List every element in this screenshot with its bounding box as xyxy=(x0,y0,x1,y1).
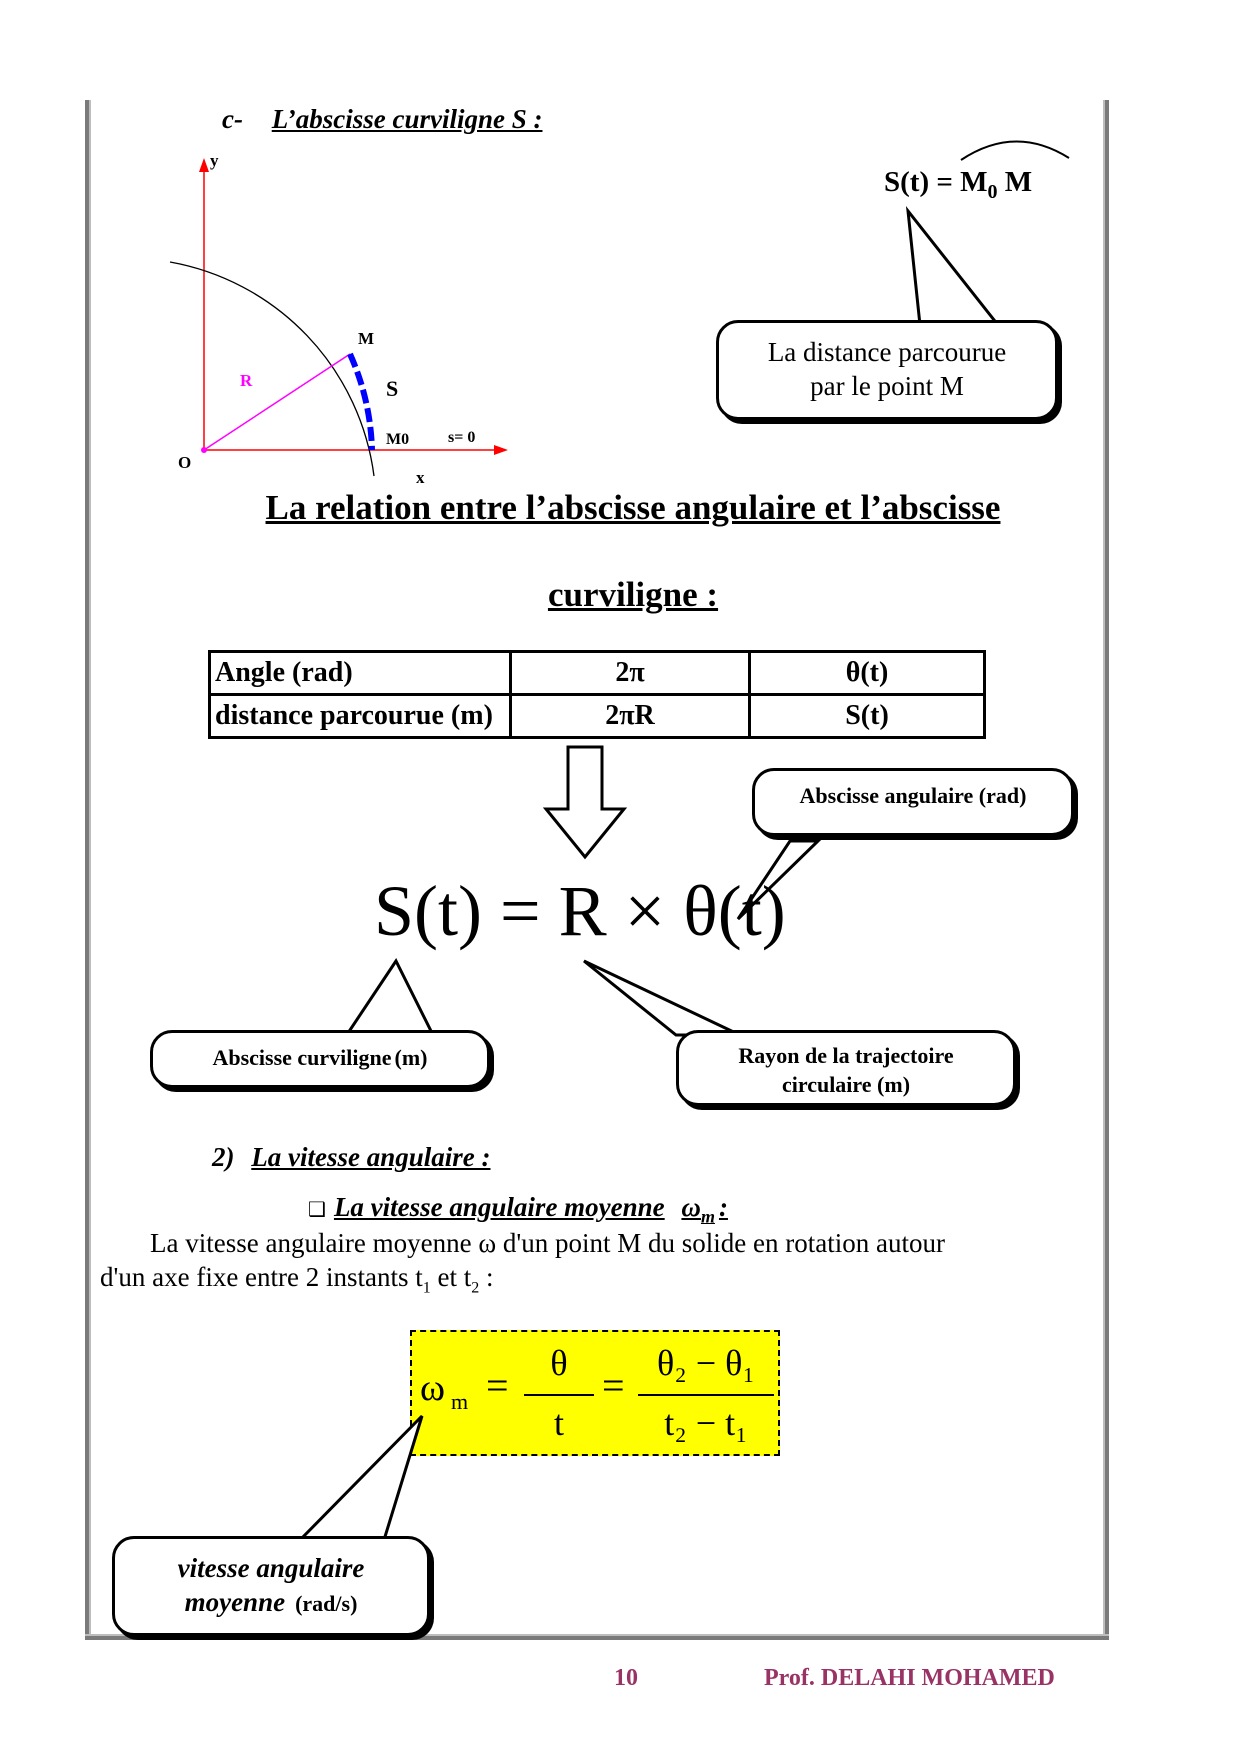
origin-point xyxy=(201,447,207,453)
paragraph-sub1: 1 xyxy=(422,1279,431,1297)
paragraph-line2 xyxy=(100,1262,494,1297)
subsection-heading xyxy=(308,1192,728,1227)
top-formula-tail: M xyxy=(997,166,1033,198)
main-formula: S(t) = R × θ(t) xyxy=(374,871,786,951)
callout-radius xyxy=(676,1030,1016,1106)
paragraph-line2-b: et t xyxy=(430,1262,472,1292)
paragraph-line2-c: : xyxy=(479,1262,494,1292)
subsection-title: La vitesse angulaire moyenne xyxy=(333,1192,665,1222)
callout-curvilinear-text: Abscisse curviligne xyxy=(212,1045,392,1070)
fraction1-bar xyxy=(524,1394,594,1396)
section-2-heading xyxy=(212,1142,490,1173)
table-cell: S(t) xyxy=(750,695,985,738)
top-formula-sub: 0 xyxy=(987,180,998,203)
s-label: S xyxy=(386,376,399,401)
x-axis-arrow-icon xyxy=(494,445,508,455)
fraction2-bar xyxy=(638,1394,774,1396)
section-c-title: L’abscisse curviligne S : xyxy=(271,104,543,134)
m0-label: M0 xyxy=(386,431,410,448)
table-cell: distance parcourue (m) xyxy=(210,695,511,738)
callout-radius-line1: Rayon de la trajectoire xyxy=(738,1043,954,1068)
paragraph-line2-a: d'un axe fixe entre 2 instants t xyxy=(100,1262,423,1292)
callout-curvilinear-unit: (m) xyxy=(394,1045,428,1070)
section-c-heading xyxy=(222,104,542,135)
fraction1-denominator: t xyxy=(553,1403,564,1443)
page-frame-right xyxy=(1103,100,1109,1638)
table-cell: 2πR xyxy=(511,695,750,738)
table-cell: θ(t) xyxy=(750,652,985,695)
table-cell: 2π xyxy=(511,652,750,695)
y-axis-arrow-icon xyxy=(199,158,209,172)
fraction2-denominator: t₂ − t₁ xyxy=(664,1403,748,1443)
callout-omega-unit: (rad/s) xyxy=(295,1591,358,1616)
relation-title-line2: curviligne : xyxy=(547,575,719,614)
paragraph-line1: La vitesse angulaire moyenne ω d'un point M du solide en rotation autour xyxy=(150,1228,945,1258)
page-frame-left xyxy=(85,100,91,1638)
relation-title-line1: La relation entre l’abscisse angulaire et l’abscisse xyxy=(265,488,1001,527)
table-row xyxy=(210,695,985,738)
callout-distance-line1: La distance parcourue xyxy=(767,337,1007,367)
callout-curvilinear xyxy=(150,1030,490,1088)
checkbox-bullet-icon: ❑ xyxy=(308,1197,326,1221)
top-formula xyxy=(884,166,1032,204)
footer-author: Prof. DELAHI MOHAMED xyxy=(764,1665,1055,1691)
top-formula-text: S(t) = M xyxy=(884,166,988,198)
omega-eq1: = xyxy=(486,1363,509,1408)
callout-omega-pointer xyxy=(290,1410,440,1550)
subsection-colon: : xyxy=(718,1192,728,1222)
omega-formula-box xyxy=(410,1330,780,1456)
callout-omega-line2: moyenne xyxy=(184,1587,286,1617)
arc-over-icon xyxy=(955,134,1075,164)
subsection-symbol: ω xyxy=(681,1192,701,1222)
omega-lhs-symbol: ω xyxy=(420,1367,446,1409)
fraction2-numerator: θ₂ − θ₁ xyxy=(657,1343,755,1383)
m-label: M xyxy=(358,329,375,348)
footer-page-number: 10 xyxy=(614,1665,638,1691)
y-label: y xyxy=(210,151,219,170)
section-2-prefix: 2) xyxy=(212,1142,235,1172)
arc-s-segment xyxy=(350,354,372,450)
curvilinear-diagram xyxy=(160,150,540,490)
origin-label: O xyxy=(178,453,192,472)
omega-lhs-sub: m xyxy=(451,1388,469,1414)
subsection-sub: m xyxy=(700,1206,715,1227)
callout-distance xyxy=(716,320,1058,420)
omega-lhs xyxy=(420,1366,468,1415)
trajectory-arc xyxy=(170,262,374,476)
callout-omega xyxy=(112,1536,430,1636)
relation-table xyxy=(208,650,986,739)
paragraph-sub2: 2 xyxy=(471,1279,480,1297)
down-arrow-icon xyxy=(540,745,630,865)
radius-line xyxy=(204,354,350,450)
radius-label: R xyxy=(240,371,253,390)
table-row xyxy=(210,652,985,695)
s0-label: s= 0 xyxy=(448,429,476,446)
fraction1-numerator: θ xyxy=(550,1343,568,1383)
callout-omega-line1: vitesse angulaire xyxy=(177,1553,365,1583)
omega-eq2: = xyxy=(602,1363,625,1408)
callout-distance-line2: par le point M xyxy=(810,371,964,401)
x-label: x xyxy=(416,468,425,487)
section-c-prefix: c- xyxy=(222,104,243,134)
callout-radius-line2: circulaire (m) xyxy=(781,1072,911,1097)
table-cell: Angle (rad) xyxy=(210,652,511,695)
section-2-title: La vitesse angulaire : xyxy=(251,1142,491,1172)
callout-distance-pointer xyxy=(890,205,1010,335)
callout-angular: Abscisse angulaire (rad) xyxy=(752,768,1074,836)
